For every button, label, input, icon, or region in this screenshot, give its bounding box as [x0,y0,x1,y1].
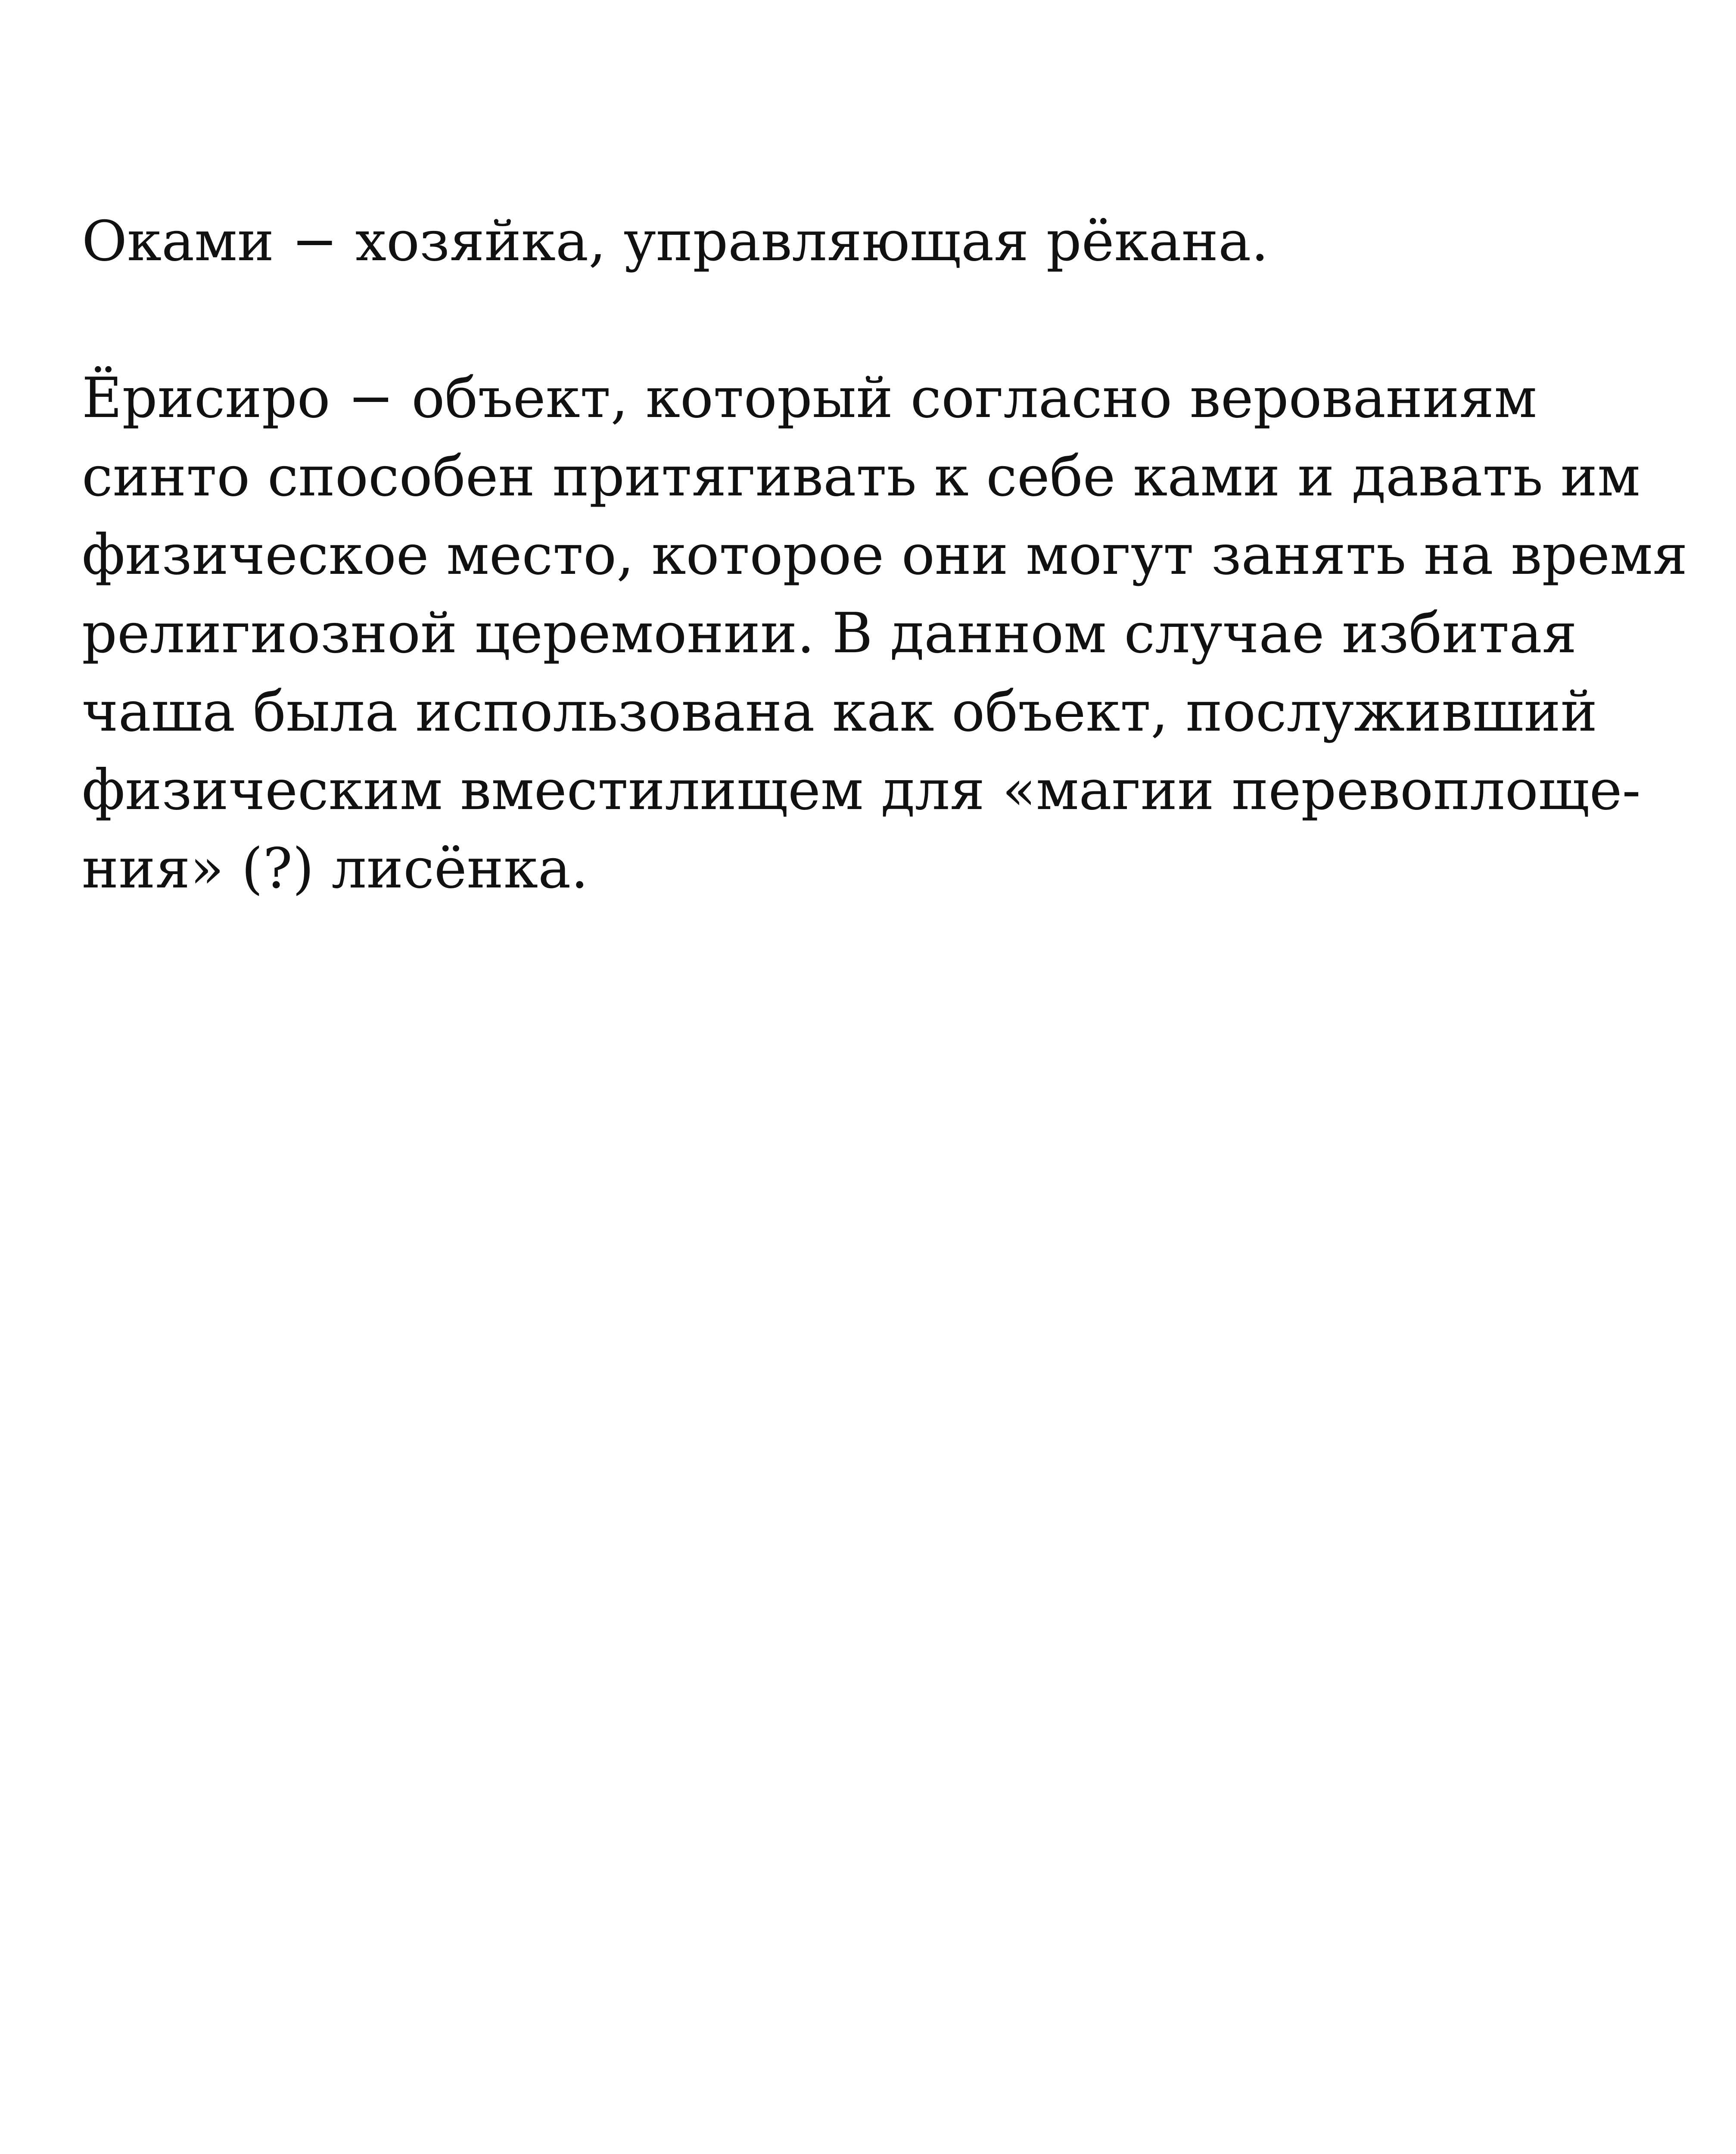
note-line: физическое место, которое они могут занять на время [82,523,1688,587]
note-yorishiro [82,359,1688,908]
paragraph-gap [82,281,1684,359]
note-line: Оками − хозяйка, управляющая рёкана. [82,209,1269,274]
note-line: Ёрисиро − объект, который согласно верованиям [82,366,1537,430]
translator-notes [82,202,1688,908]
note-line: чаша была использована как объект, послуживший [82,680,1598,744]
note-line: синто способен притягивать к себе ками и давать им [82,445,1640,509]
note-okami [82,202,1684,281]
note-line: физическим вместилищем для «магии перевоплоще- [82,758,1641,822]
note-line: религиозной церемонии. В данном случае избитая [82,601,1577,666]
note-line: ния» (?) лисёнка. [82,837,588,901]
